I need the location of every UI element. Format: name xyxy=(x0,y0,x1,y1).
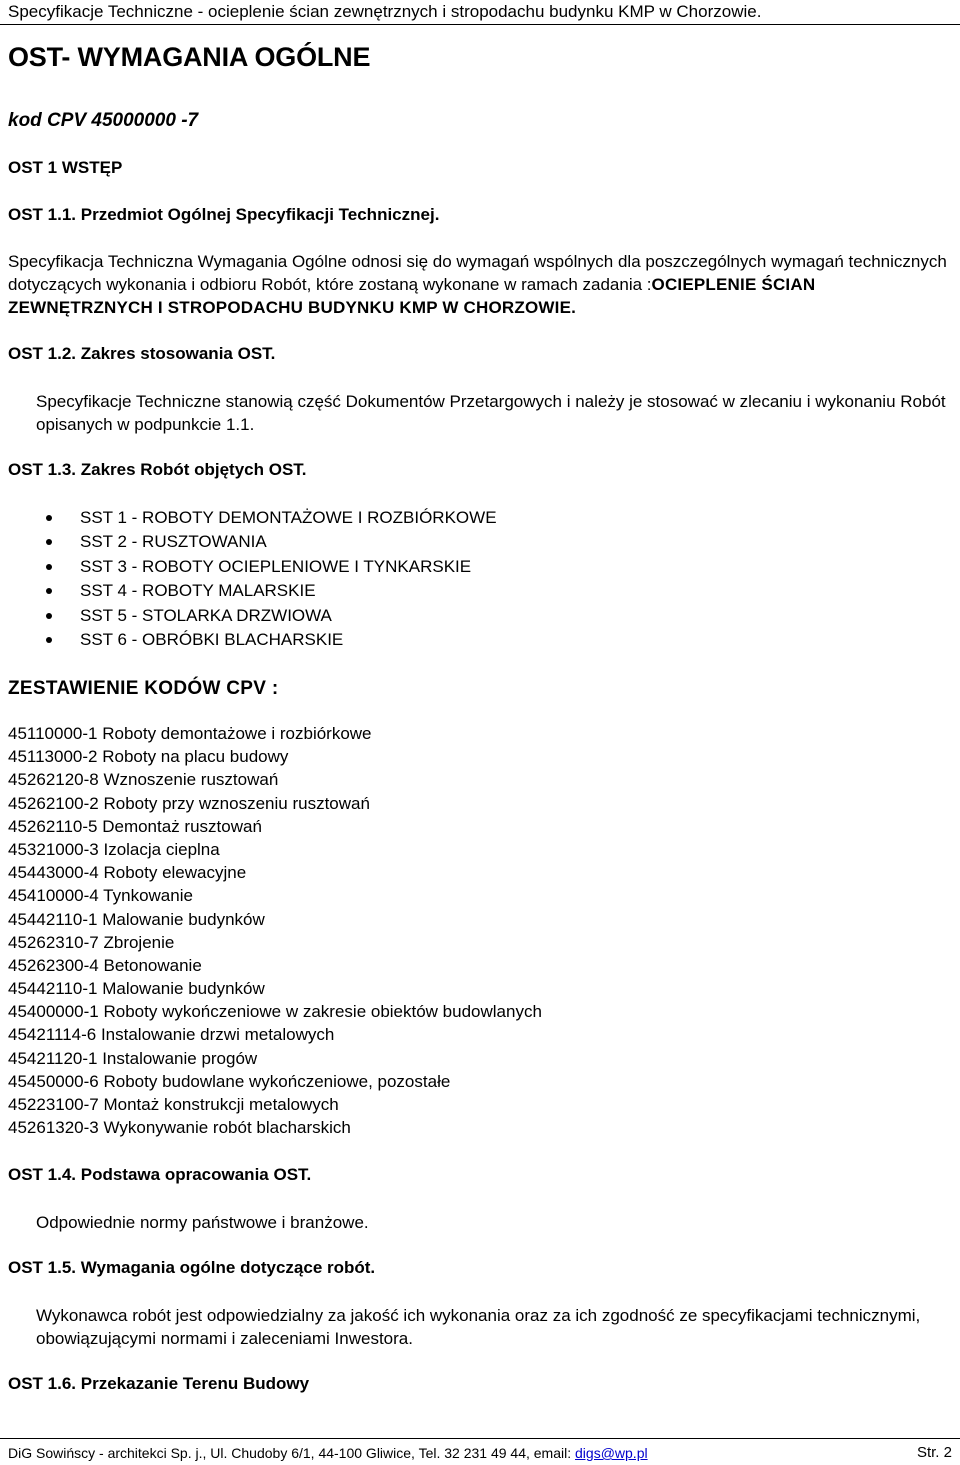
cpv-list-item: 45223100-7 Montaż konstrukcji metalowych xyxy=(8,1095,339,1114)
page-number: Str. 2 xyxy=(916,1444,952,1461)
cpv-code: kod CPV 45000000 -7 xyxy=(8,110,199,131)
cpv-heading: ZESTAWIENIE KODÓW CPV : xyxy=(8,678,279,699)
sst-item-text: SST 2 - RUSZTOWANIA xyxy=(80,532,267,552)
cpv-list-item: 45261320-3 Wykonywanie robót blacharskich xyxy=(8,1118,351,1138)
sst-item-text: SST 1 - ROBOTY DEMONTAŻOWE I ROZBIÓRKOWE xyxy=(80,508,497,527)
page-footer xyxy=(8,1443,952,1463)
cpv-list-item: 45262100-2 Roboty przy wznoszeniu rusztowań xyxy=(8,793,370,813)
cpv-list-item: 45321000-3 Izolacja cieplna xyxy=(8,839,220,859)
bullet-icon xyxy=(46,515,52,521)
sst-list-item xyxy=(8,555,952,579)
running-title: Specyfikacje Techniczne - ocieplenie ścian zewnętrznych i stropodachu budynku KMP w Chorzowie. xyxy=(8,2,762,21)
section-1-heading: OST 1 WSTĘP xyxy=(8,158,123,177)
scope-paragraph: Specyfikacje Techniczne stanowią część Dokumentów Przetargowych i należy je stosować w zlecaniu i wykonaniu Robót opisanych w podpunkcie 1.1. xyxy=(36,392,946,434)
requirements-paragraph: Wykonawca robót jest odpowiedzialny za jakość ich wykonania oraz za ich zgodność ze specyfikacjami technicznymi, obowiązującymi normami i zaleceniami Inwestora. xyxy=(36,1306,921,1348)
section-1-4-heading: OST 1.4. Podstawa opracowania OST. xyxy=(8,1165,312,1184)
section-1-2-heading: OST 1.2. Zakres stosowania OST. xyxy=(8,344,276,363)
cpv-list-item: 45262110-5 Demontaż rusztowań xyxy=(8,816,262,836)
cpv-list-item: 45262310-7 Zbrojenie xyxy=(8,932,175,952)
intro-paragraph xyxy=(8,250,952,319)
cpv-list-item: 45421114-6 Instalowanie drzwi metalowych xyxy=(8,1025,335,1045)
footer-company: DiG Sowińscy - architekci Sp. j., Ul. Chudoby 6/1, 44-100 Gliwice, Tel. 32 231 49 44, email: xyxy=(8,1445,576,1461)
cpv-list-item: 45110000-1 Roboty demontażowe i rozbiórkowe xyxy=(8,724,372,743)
sst-item-text: SST 5 - STOLARKA DRZWIOWA xyxy=(80,605,332,625)
bullet-icon xyxy=(46,613,52,619)
cpv-list-item: 45410000-4 Tynkowanie xyxy=(8,886,193,906)
project-name: OCIEPLENIE ŚCIAN ZEWNĘTRZNYCH I STROPODACHU BUDYNKU KMP W CHORZOWIE. xyxy=(8,275,816,317)
basis-paragraph: Odpowiednie normy państwowe i branżowe. xyxy=(36,1213,369,1232)
footer-email-link[interactable]: digs@wp.pl xyxy=(575,1445,648,1461)
footer-divider xyxy=(0,1438,960,1439)
sst-list xyxy=(8,506,952,652)
bullet-icon xyxy=(46,539,52,545)
cpv-list-item: 45400000-1 Roboty wykończeniowe w zakresie obiektów budowlanych xyxy=(8,1002,542,1022)
sst-list-item xyxy=(8,604,952,628)
section-1-5-heading: OST 1.5. Wymagania ogólne dotyczące robót. xyxy=(8,1258,376,1277)
cpv-list-item: 45421120-1 Instalowanie progów xyxy=(8,1048,258,1068)
bullet-icon xyxy=(46,637,52,643)
document-title: OST- WYMAGANIA OGÓLNE xyxy=(8,42,371,72)
sst-list-item xyxy=(8,628,952,652)
cpv-list-item: 45262120-8 Wznoszenie rusztowań xyxy=(8,770,279,790)
sst-item-text: SST 4 - ROBOTY MALARSKIE xyxy=(80,581,316,601)
intro-text: Specyfikacja Techniczna Wymagania Ogólne odnosi się do wymagań wspólnych dla poszczególnych wymagań technicznych dotyczących wykonania i odbioru Robót, które zostaną wykonane w ramach zadania : xyxy=(8,252,947,294)
section-1-6-heading: OST 1.6. Przekazanie Terenu Budowy xyxy=(8,1374,310,1393)
section-1-3-heading: OST 1.3. Zakres Robót objętych OST. xyxy=(8,460,307,479)
cpv-list-item: 45442110-1 Malowanie budynków xyxy=(8,909,265,929)
sst-item-text: SST 3 - ROBOTY OCIEPLENIOWE I TYNKARSKIE xyxy=(80,556,472,576)
cpv-list-item: 45443000-4 Roboty elewacyjne xyxy=(8,863,247,883)
sst-list-item xyxy=(8,530,952,554)
sst-list-item xyxy=(8,579,952,603)
section-1-1-heading: OST 1.1. Przedmiot Ogólnej Specyfikacji Technicznej. xyxy=(8,205,440,224)
cpv-list xyxy=(8,722,952,1139)
bullet-icon xyxy=(46,588,52,594)
bullet-icon xyxy=(46,564,52,570)
cpv-list-item: 45113000-2 Roboty na placu budowy xyxy=(8,747,289,767)
sst-item-text: SST 6 - OBRÓBKI BLACHARSKIE xyxy=(80,629,344,649)
running-header xyxy=(0,0,960,25)
cpv-list-item: 45262300-4 Betonowanie xyxy=(8,955,202,975)
cpv-list-item: 45442110-1 Malowanie budynków xyxy=(8,979,265,999)
cpv-list-item: 45450000-6 Roboty budowlane wykończeniowe, pozostałe xyxy=(8,1071,451,1091)
sst-list-item xyxy=(8,506,952,530)
